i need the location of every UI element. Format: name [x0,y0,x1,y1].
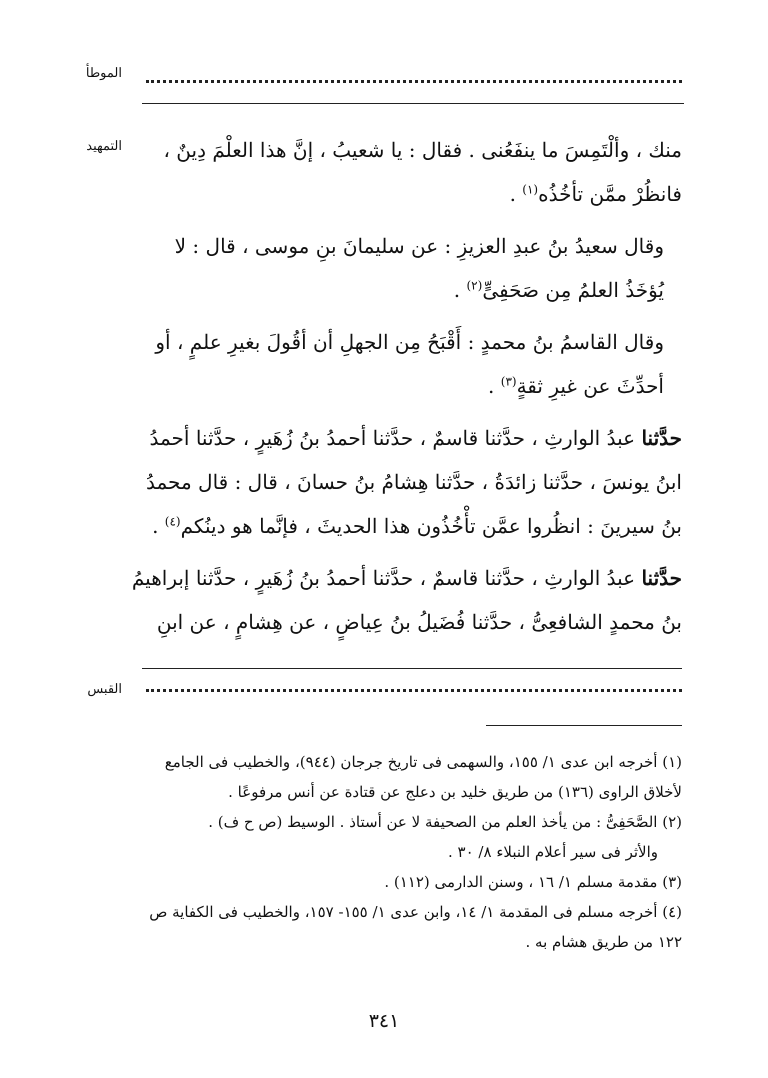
paragraph-4 [130,416,682,548]
lower-section-label: القبس [87,682,122,697]
paragraph-2 [130,224,682,312]
paragraph-5 [130,556,682,644]
paragraph-2-text: وقال سعيدُ بنُ عبدِ العزيزِ : عن سليمانَ بنِ موسى ، قال : لا يُؤخَذُ العلمُ مِن صَحَفِىٍّ [174,234,664,302]
footnote-1: (١) أخرجه ابن عدى ١/ ١٥٥، والسهمى فى تاريخ جرجان (٩٤٤)، والخطيب فى الجامع لأخلاق الراوى (١٣٦) من طريق خليد بن دعلج عن قتادة عن أنس مرفوعًا . [164,753,682,801]
paragraph-2-end: . [453,278,467,302]
page-number: ٣٤١ [368,1010,400,1032]
footnote-ref-1: (١) [522,182,539,197]
hadith-marker-1: حدَّثنا [641,426,682,450]
paragraph-4-end: . [152,514,165,538]
paragraph-3 [130,320,682,408]
header-label: الموطأ [85,66,122,81]
paragraph-4-text: عبدُ الوارثِ ، حدَّثنا قاسمٌ ، حدَّثنا أحمدُ بنُ زُهَيرٍ ، حدَّثنا أحمدُ ابنُ يونسَ ، حدَّثنا زائدَةُ ، حدَّثنا هِشامُ بنُ حسانَ ، قال : قال محمدُ بنُ سيرينَ : انظُروا عمَّن تأْخُذُون هذا الحديثَ ، فإنَّما هو دينُكم [146,426,682,538]
main-text [130,128,682,652]
paragraph-3-text: وقال القاسمُ بنُ محمدٍ : أَقْبَحُ مِن الجهلِ أن أقُولَ بغيرِ علمٍ ، أو أحدِّثَ عن غيرِ ثقةٍ [155,330,664,398]
footnote-2: (٢) الصَّحَفِىُّ : من يأخذ العلم من الصحيفة لا عن أستاذ . الوسيط (ص ح ف) . [208,813,682,831]
paragraph-1 [130,128,682,216]
footnote-ref-3: (٣) [500,374,517,389]
paragraph-1-text: منك ، وألْتَمِسَ ما ينفَعُنى . فقال : يا شعيبُ ، إنَّ هذا العلْمَ دِينٌ ، فانظُرْ ممَّن تأخُذُه [163,138,682,206]
lower-dotted-rule [146,689,682,692]
paragraph-5-text: عبدُ الوارثِ ، حدَّثنا قاسمٌ ، حدَّثنا أحمدُ بنُ زُهَيرٍ ، حدَّثنا إبراهيمُ بنُ محمدٍ الشافعِىُّ ، حدَّثنا فُضَيلُ بنُ عِياضٍ ، عن هِشامٍ ، عن ابنِ [131,566,682,634]
footnotes [130,747,682,957]
lower-solid-rule [142,668,682,669]
paragraph-3-end: . [488,374,501,398]
section-label: التمهيد [86,139,122,154]
footnote-ref-4: (٤) [164,514,181,529]
header-solid-rule [142,103,684,104]
header-dotted-rule [146,80,682,83]
footnote-4: (٤) أخرجه مسلم فى المقدمة ١/ ١٤، وابن عدى ١/ ١٥٥- ١٥٧، والخطيب فى الكفاية ص ١٢٢ من طريق هشام به . [149,903,682,951]
footnote-separator [486,725,682,726]
footnote-3: (٣) مقدمة مسلم ١/ ١٦ ، وسنن الدارمى (١١٢) . [384,873,682,891]
paragraph-1-end: . [509,182,523,206]
footnote-2-continuation: والأثر فى سير أعلام النبلاء ٨/ ٣٠ . [447,843,658,861]
footnote-ref-2: (٢) [466,278,483,293]
hadith-marker-2: حدَّثنا [641,566,682,590]
